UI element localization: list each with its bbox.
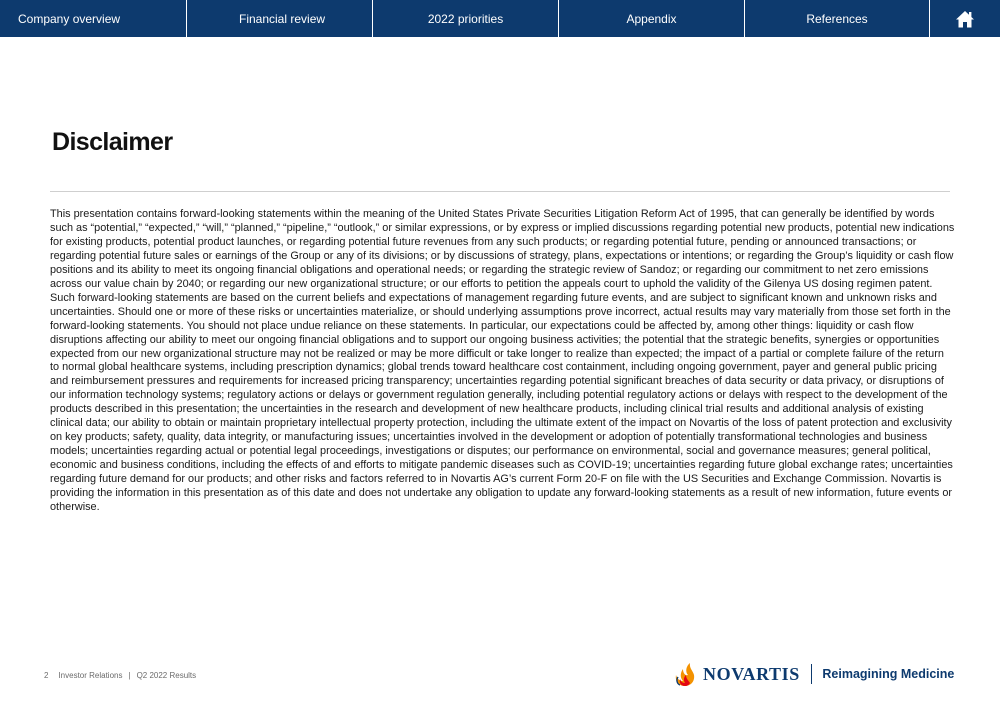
brand-tagline: Reimagining Medicine <box>822 667 955 681</box>
top-navigation <box>0 0 1000 37</box>
novartis-flame-icon <box>674 661 696 687</box>
tab-2022-priorities[interactable]: 2022 priorities <box>373 0 559 37</box>
page-number: 2 <box>44 671 49 680</box>
disclaimer-text: This presentation contains forward-looking statements within the meaning of the United States Private Securities Litigation Reform Act of 1995, that can generally be identified by words such as “potential,” “expected,” “will,” “planned,” “pipeline,” “outlook,” or similar expressions, or by express or implied discussions regarding potential new products, potential new indications for existing products, potential product launches, or regarding potential future revenues from any such products; or regarding potential future, pending or announced transactions; or regarding potential future sales or earnings of the Group or any of its divisions; or by discussions of strategy, plans, expectations or intentions; or regarding the Group’s liquidity or cash flow positions and its ability to meet its ongoing financial obligations and operational needs; or regarding the strategic review of Sandoz; or regarding our commitment to net zero emissions across our value chain by 2040; or regarding our new organizational structure; or our efforts to petition the appeals court to uphold the validity of the Gilenya US dosing regimen patent. Such forward-looking statements are based on the current beliefs and expectations of management regarding future events, and are subject to significant known and unknown risks and uncertainties. Should one or more of these risks or uncertainties materialize, or should underlying assumptions prove incorrect, actual results may vary materially from those set forth in the forward-looking statements. You should not place undue reliance on these statements. In particular, our expectations could be affected by, among other things: liquidity or cash flow disruptions affecting our ability to meet our ongoing financial obligations and to support our ongoing business activities; the potential that the strategic benefits, synergies or opportunities expected from our new organizational structure may not be realized or may be more difficult or take longer to realize than expected; the impact of a partial or complete failure of the return to normal global healthcare systems, including prescription dynamics; global trends toward healthcare cost containment, including ongoing government, payer and general public pricing and reimbursement pressures and requirements for increased pricing transparency; uncertainties regarding potential significant breaches of data security or data privacy, or disruptions of our information technology systems; regulatory actions or delays or government regulation generally, including potential regulatory actions or delays with respect to the development of the products described in this presentation; the uncertainties in the research and development of new healthcare products, including clinical trial results and additional analysis of existing clinical data; our ability to obtain or maintain proprietary intellectual property protection, including the ultimate extent of the impact on Novartis of the loss of patent protection and exclusivity on key products; safety, quality, data integrity, or manufacturing issues; uncertainties involved in the development or adoption of potentially transformational technologies and business models; uncertainties regarding actual or potential legal proceedings, investigations or disputes; our performance on environmental, social and governance measures; general political, economic and business conditions, including the effects of and efforts to mitigate pandemic diseases such as COVID-19; uncertainties regarding future global exchange rates; uncertainties regarding future demand for our products; and other risks and factors referred to in Novartis AG’s current Form 20-F on file with the US Securities and Exchange Commission. Novartis is providing the information in this presentation as of this date and does not undertake any obligation to update any forward-looking statements as a result of new information, future events or otherwise. <box>50 208 955 514</box>
home-icon <box>955 9 975 29</box>
footer <box>44 671 196 680</box>
tab-appendix[interactable]: Appendix <box>559 0 745 37</box>
home-button[interactable] <box>930 0 1000 37</box>
footer-section: Investor Relations <box>58 671 123 680</box>
tab-company-overview[interactable]: Company overview <box>0 0 187 37</box>
title-divider <box>50 191 950 192</box>
brand-lockup <box>674 657 954 691</box>
brand-name: NOVARTIS <box>703 663 800 684</box>
tab-financial-review[interactable]: Financial review <box>187 0 373 37</box>
page-title: Disclaimer <box>52 128 173 156</box>
brand-divider <box>811 664 813 684</box>
footer-separator: | <box>128 671 131 680</box>
footer-report: Q2 2022 Results <box>136 671 197 680</box>
tab-references[interactable]: References <box>745 0 930 37</box>
